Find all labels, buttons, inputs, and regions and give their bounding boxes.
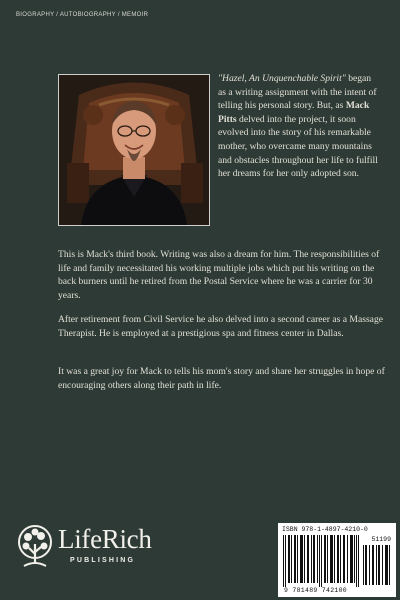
price-code: 51199 bbox=[371, 536, 391, 543]
tree-icon bbox=[14, 524, 56, 574]
publisher-name: LifeRich bbox=[58, 524, 152, 554]
isbn-digits: 9 781489 742100 bbox=[284, 587, 348, 594]
paragraph-second-career: After retirement from Civil Service he also delved into a second career as a Massage Therapist. He is employed at a prestigious spa and fitness center in Dallas. bbox=[58, 314, 383, 339]
publisher-sub: PUBLISHING bbox=[70, 557, 136, 564]
paragraph-third-book: This is Mack's third book. Writing was also a dream for him. The responsibilities of life and family necessitated his working multiple jobs which put his writing on the back burners until he retired from the Postal Service where he was a carrier for 30 years. bbox=[58, 249, 380, 301]
author-blurb bbox=[218, 72, 378, 181]
book-title: "Hazel, An Unquenchable Spirit" bbox=[218, 73, 346, 84]
blurb-text-2: delved into the project, it soon evolved into the story of his remarkable mother, who overcame many mountains and obstacles throughout her life to fulfill her dreams for her only adopted son. bbox=[218, 113, 378, 180]
barcode-bars bbox=[282, 535, 360, 587]
author-photo bbox=[58, 74, 210, 226]
isbn-label: ISBN 978-1-4897-4210-0 bbox=[282, 526, 368, 533]
category-label: BIOGRAPHY / AUTOBIOGRAPHY / MEMOIR bbox=[16, 12, 149, 18]
blurb-text-1: began as a writing assignment with the intent of telling his personal story. But, as bbox=[218, 73, 377, 112]
isbn-barcode bbox=[278, 523, 396, 597]
price-barcode-bars bbox=[363, 545, 391, 585]
paragraph-moms-story: It was a great joy for Mack to tells his mom's story and share her struggles in hope of encouraging others along their path in life. bbox=[58, 366, 385, 391]
publisher-logo bbox=[14, 524, 194, 584]
author-name: Mack Pitts bbox=[218, 100, 370, 125]
